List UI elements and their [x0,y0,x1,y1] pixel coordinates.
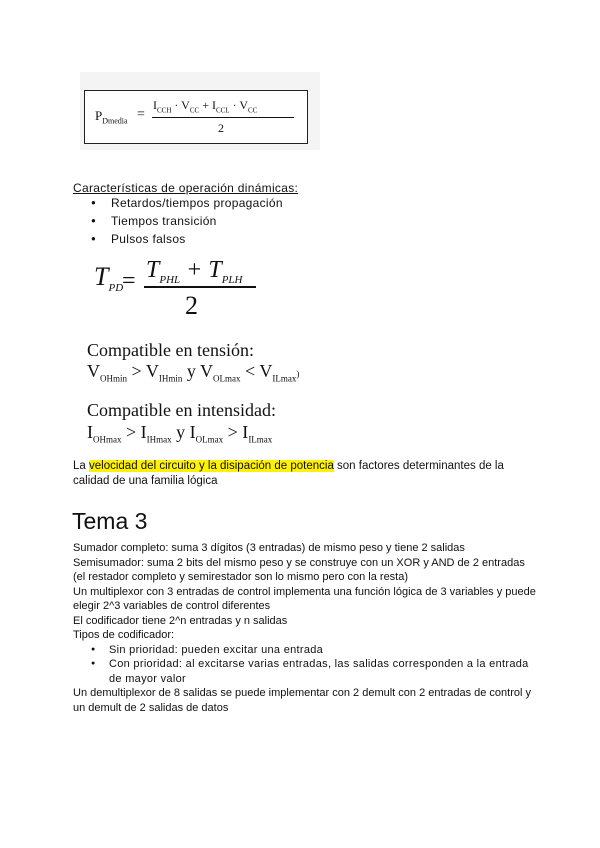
text-line: Tipos de codificador: [73,629,175,641]
fraction-bar [144,286,256,288]
section-title: Tema 3 [72,508,148,534]
list-item: ● Tiempos transición [73,212,283,230]
list-item: ● Con prioridad: al excitarse varias entradas, las salidas corresponden a la entrada de mayor valor [73,657,543,686]
text-line: (el restador completo y semirestador son lo mismo pero con la resta) [73,571,409,583]
text-line: Un demultiplexor de 8 salidas se puede implementar con 2 demult con 2 entradas de control y un demult de 2 salidas de datos [73,687,531,714]
formula-tpd-numerator: $T_{PHL} + T_{PLH}$ [146,257,243,286]
compat-tension-formula: $V_{OHmin} > V_{IHmin}$ y $V_{OLmax} < V_{ILmax}$) [87,361,300,384]
list-item: ● Sin prioridad: pueden excitar una entrada [73,643,543,658]
dynamic-characteristics-heading: Características de operación dinámicas: [73,181,299,195]
text-line: El codificador tiene 2^n entradas y n salidas [73,614,288,627]
formula-tpd-lhs: $T_{PD}$ [94,262,124,295]
compat-intensidad-title: Compatible en intensidad: [87,400,276,420]
text-line: Semisumador: suma 2 bits del mismo peso y se construye con un XOR y AND de 2 entradas [73,556,525,569]
formula-power-lhs: $P_{Dmedia}$ [95,108,128,126]
formula-power-numerator: $I_{CCH} \cdot V_{CC} + I_{CCL} \cdot V_{CC}$ [153,98,258,115]
encoder-types-list [73,643,543,687]
dynamic-characteristics-list [73,194,283,248]
highlighted-text: velocidad del circuito y la disipación de potencia [89,460,334,472]
text-line: Un multiplexor con 3 entradas de control implementa una función lógica de 3 variables y puede elegir 2^3 variables de control diferentes [73,585,536,612]
text-line: Sumador completo: suma 3 dígitos (3 entradas) de mismo peso y tiene 2 salidas [73,542,465,554]
list-item: ● Retardos/tiempos propagación [73,194,283,212]
compat-tension-title: Compatible en tensión: [87,340,254,360]
formula-equals: = [137,107,145,122]
quality-paragraph: La velocidad del circuito y la disipación de potencia son factores determinantes de la calidad de una familia lógica [73,460,504,487]
formula-tpd-equals: = [122,268,136,294]
compat-intensidad-formula: $I_{OHmax} > I_{IHmax}$ y $I_{OLmax} > I_{ILmax}$ [87,422,273,445]
fraction-bar [152,117,294,118]
formula-tpd-denominator: 2 [185,291,198,320]
formula-power-denominator: 2 [218,121,224,135]
tema3-body [73,541,543,715]
list-item: ● Pulsos falsos [73,230,283,248]
